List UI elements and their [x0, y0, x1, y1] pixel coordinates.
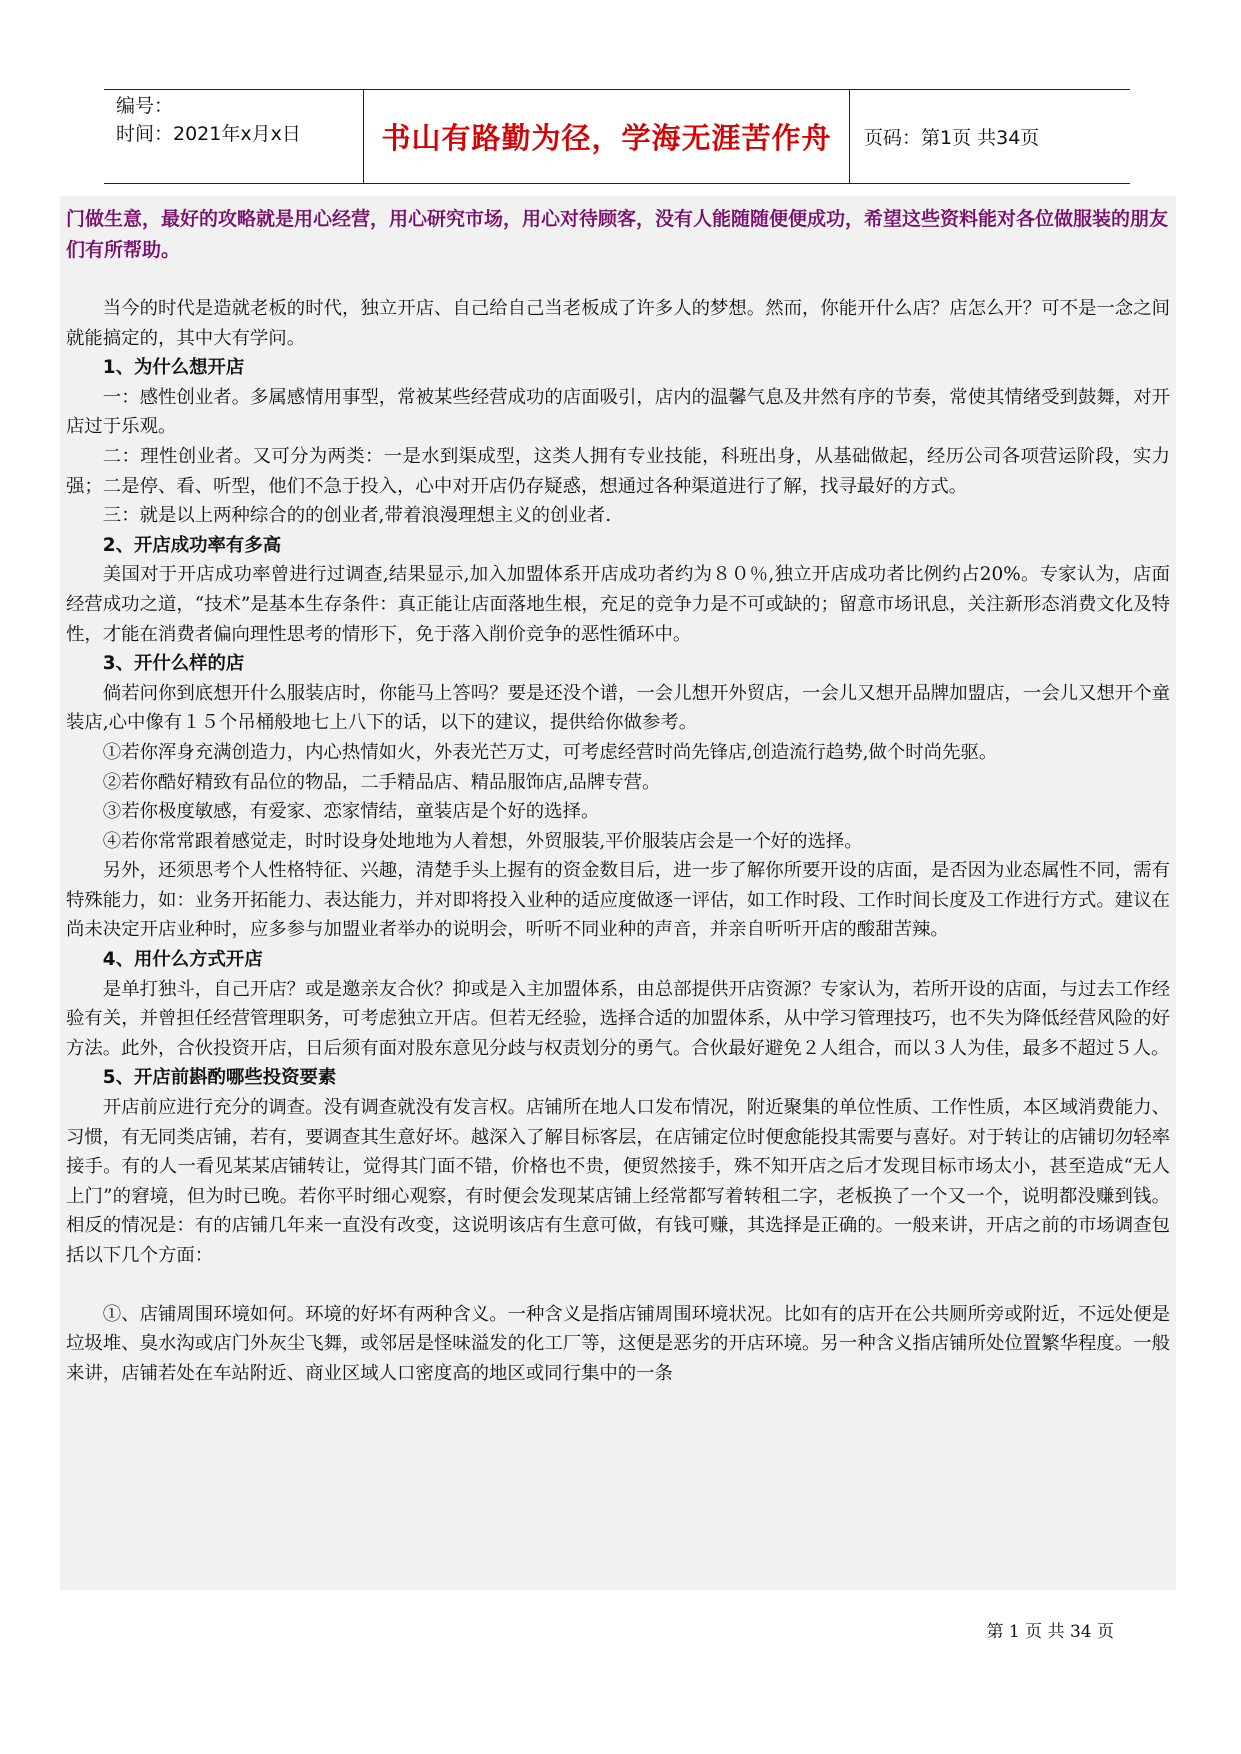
- page-footer: 第 1 页 共 34 页: [986, 1622, 1114, 1642]
- section-heading: 5、开店前斟酌哪些投资要素: [102, 1067, 337, 1089]
- paragraph: 另外，还须思考个人性格特征、兴趣，清楚手头上握有的资金数目后，进一步了解你所要开设的店面，是否因为业态属性不同，需有特殊能力，如：业务开拓能力、表达能力，并对即将投入业种的适应度做逐一评估，如工作时段、工作时间长度及工作进行方式。建议在尚未决定开店业种时，应多参与加盟业者举办的说明会，听听不同业种的声音，并亲自听听开店的酸甜苦辣。: [66, 860, 1170, 941]
- section-heading: 3、开什么样的店: [102, 653, 245, 675]
- paragraph: ①、店铺周围环境如何。环境的好坏有两种含义。一种含义是指店铺周围环境状况。比如有的店开在公共厕所旁或附近，不远处便是垃圾堆、臭水沟或店门外灰尘飞舞，或邻居是怪味溢发的化工厂等，这便是恶劣的开店环境。另一种含义指店铺所处位置繁华程度。一般来讲，店铺若处在车站附近、商业区域人口密度高的地区或同行集中的一条: [66, 1303, 1170, 1384]
- section-heading: 2、开店成功率有多高: [102, 534, 282, 556]
- paragraph: 一：感性创业者。多属感情用事型，常被某些经营成功的店面吸引，店内的温馨气息及井然有序的节奏，常使其情绪受到鼓舞，对开店过于乐观。: [66, 386, 1170, 438]
- doc-number-label: 编号：: [116, 95, 174, 117]
- paragraph: 是单打独斗，自己开店？或是邀亲友合伙？抑或是入主加盟体系，由总部提供开店资源？专家认为，若所开设的店面，与过去工作经验有关，并曾担任经营管理职务，可考虑独立开店。但若无经验，选择合适的加盟体系，从中学习管理技巧，也不失为降低经营风险的好方法。此外，合伙投资开店，日后须有面对股东意见分歧与权责划分的勇气。合伙最好避免２人组合，而以３人为佳，最多不超过５人。: [66, 978, 1170, 1059]
- list-item: ③若你极度敏感，有爱家、恋家情结，童装店是个好的选择。: [102, 801, 600, 823]
- list-item: ④若你常常跟着感觉走，时时设身处地地为人着想，外贸服装,平价服装店会是一个好的选择。: [102, 830, 863, 852]
- paragraph: 三：就是以上两种综合的的创业者,带着浪漫理想主义的创业者.: [102, 505, 612, 527]
- paragraph: 倘若问你到底想开什么服装店时，你能马上答吗？要是还没个谱，一会儿想开外贸店，一会儿又想开品牌加盟店，一会儿又想开个童装店,心中像有１５个吊桶般地七上八下的话，以下的建议，提供给你做参考。: [66, 682, 1170, 734]
- motto-text: 书山有路勤为径，学海无涯苦作舟: [381, 121, 832, 155]
- page-number-label: 页码：第1页 共34页: [864, 127, 1040, 149]
- header-info-cell: [104, 90, 364, 183]
- document-body: [60, 196, 1176, 1590]
- doc-time-label: 时间：2021年x月x日: [116, 123, 301, 145]
- section-heading: 1、为什么想开店: [102, 357, 245, 379]
- paragraph: 二：理性创业者。又可分为两类：一是水到渠成型，这类人拥有专业技能，科班出身，从基础做起，经历公司各项营运阶段，实力强；二是停、看、听型，他们不急于投入，心中对开店仍存疑惑，想通过各种渠道进行了解，找寻最好的方式。: [66, 445, 1170, 497]
- intro-paragraph: 门做生意，最好的攻略就是用心经营，用心研究市场，用心对待顾客，没有人能随随便便成功，希望这些资料能对各位做服装的朋友们有所帮助。: [66, 208, 1169, 261]
- paragraph: 开店前应进行充分的调查。没有调查就没有发言权。店铺所在地人口发布情况，附近聚集的单位性质、工作性质，本区域消费能力、习惯，有无同类店铺，若有，要调查其生意好坏。越深入了解目标客层，在店铺定位时便愈能投其需要与喜好。对于转让的店铺切勿轻率接手。有的人一看见某某店铺转让，觉得其门面不错，价格也不贵，便贸然接手，殊不知开店之后才发现目标市场太小，甚至造成“无人上门”的窘境，但为时已晚。若你平时细心观察，有时便会发现某店铺上经常都写着转租二字，老板换了一个又一个，说明都没赚到钱。相反的情况是：有的店铺几年来一直没有改变，这说明该店有生意可做，有钱可赚，其选择是正确的。一般来讲，开店之前的市场调查包括以下几个方面：: [66, 1097, 1170, 1266]
- list-item: ①若你浑身充满创造力，内心热情如火，外表光芒万丈，可考虑经营时尚先锋店,创造流行趋势,做个时尚先驱。: [102, 741, 998, 763]
- header-page-cell: [850, 90, 1130, 183]
- paragraph: 当今的时代是造就老板的时代，独立开店、自己给自己当老板成了许多人的梦想。然而，你能开什么店？店怎么开？可不是一念之间就能搞定的，其中大有学问。: [66, 298, 1170, 349]
- section-heading: 4、用什么方式开店: [102, 949, 263, 971]
- list-item: ②若你酷好精致有品位的物品，二手精品店、精品服饰店,品牌专营。: [102, 771, 661, 793]
- paragraph: 美国对于开店成功率曾进行过调查,结果显示,加入加盟体系开店成功者约为８０％,独立开店成功者比例约占20%。专家认为，店面经营成功之道，“技术”是基本生存条件：真正能让店面落地生根，充足的竞争力是不可或缺的；留意市场讯息，关注新形态消费文化及特性，才能在消费者偏向理性思考的情形下，免于落入削价竞争的恶性循环中。: [66, 564, 1170, 645]
- blank-line: [66, 1271, 1170, 1300]
- header-table: [104, 89, 1130, 184]
- header-motto-cell: [364, 90, 850, 183]
